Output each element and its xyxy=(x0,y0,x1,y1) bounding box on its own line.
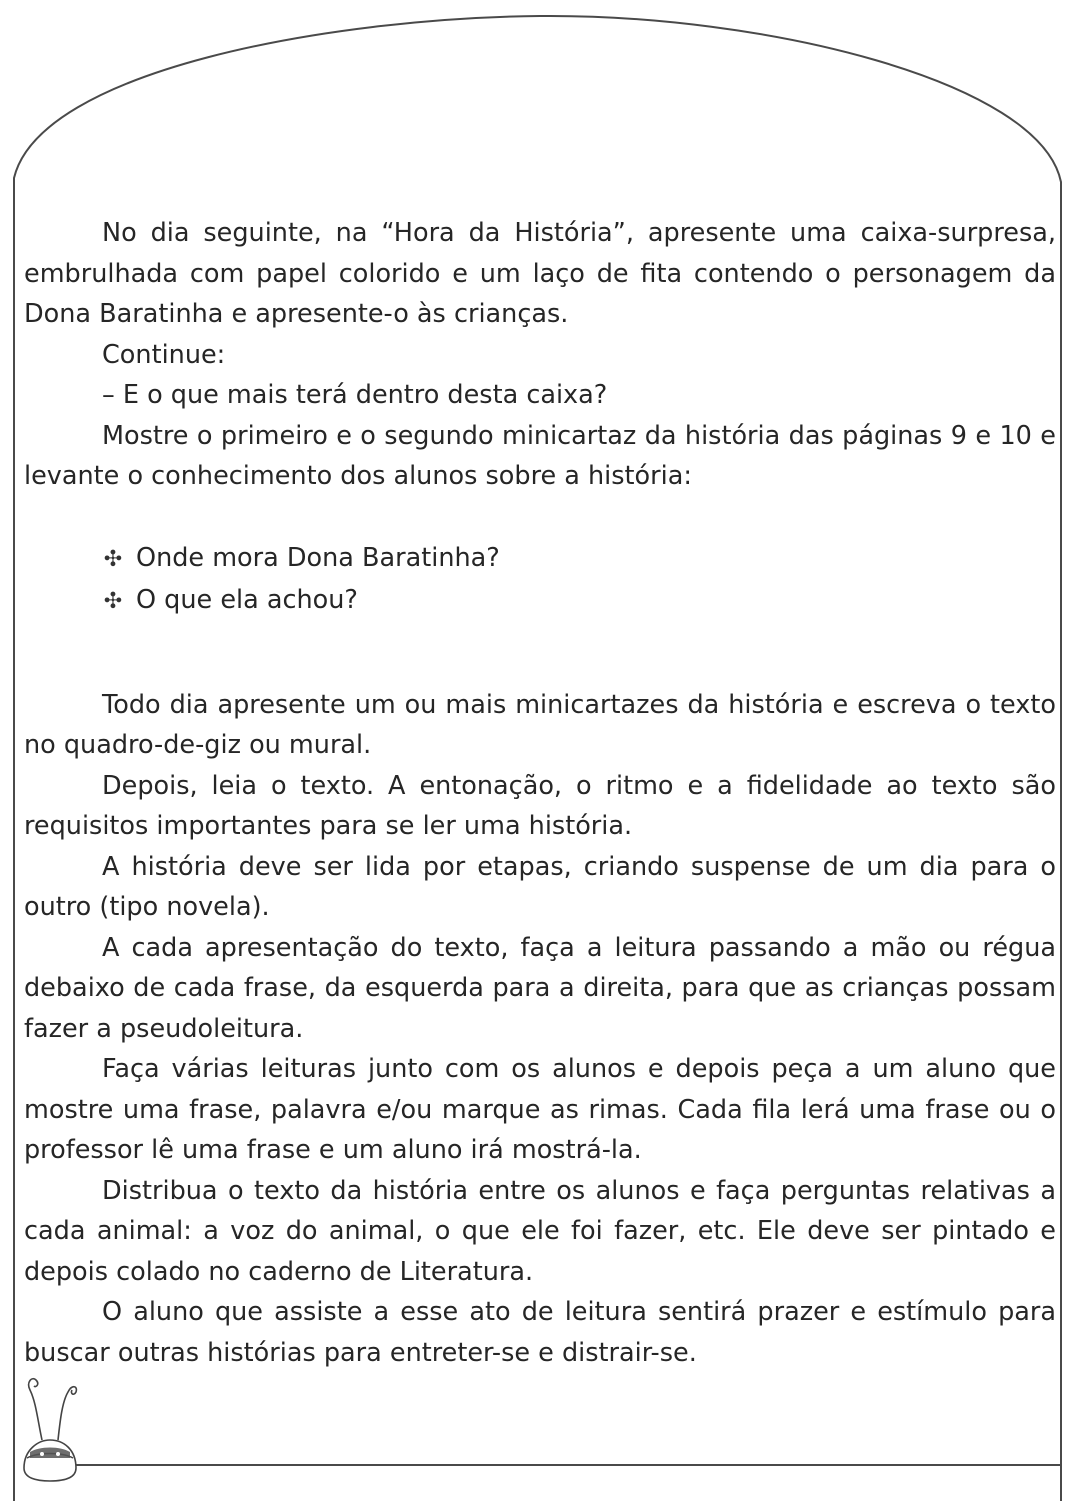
paragraph-daily: Todo dia apresente um ou mais minicartazes da história e escreva o texto no quadro-de-giz ou mural. xyxy=(24,689,1056,760)
paragraph-several-readings: Faça várias leituras junto com os alunos e depois peça a um aluno que mostre uma frase, palavra e/ou marque as rimas. Cada fila lerá uma frase ou o professor lê uma frase e um aluno irá mostrá-la. xyxy=(24,1054,1056,1165)
cockroach-icon xyxy=(18,1372,82,1482)
paragraph-show-posters: Mostre o primeiro e o segundo minicartaz da história das páginas 9 e 10 e levante o conhecimento dos alunos sobre a história: xyxy=(24,420,1056,491)
paragraph-stages: A história deve ser lida por etapas, criando suspense de um dia para o outro (tipo novela). xyxy=(24,851,1056,922)
page-content xyxy=(24,213,1056,1373)
four-petal-flower-icon: ✣ xyxy=(103,546,123,572)
paragraph-intro: No dia seguinte, na “Hora da História”, apresente uma caixa-surpresa, embrulhada com papel colorido e um laço de fita contendo o personagem da Dona Baratinha e apresente-o às crianças. xyxy=(24,218,1056,329)
paragraph-distribute: Distribua o texto da história entre os alunos e faça perguntas relativas a cada animal: a voz do animal, o que ele foi fazer, etc. Ele deve ser pintado e depois colado no caderno de Literatura. xyxy=(24,1175,1056,1287)
question-text: Onde mora Dona Baratinha? xyxy=(136,542,500,573)
question-item xyxy=(24,538,1056,581)
question-text: O que ela achou? xyxy=(136,585,358,615)
question-item xyxy=(24,580,1056,623)
paragraph-continue: Continue: xyxy=(102,339,226,370)
four-petal-flower-icon: ✣ xyxy=(103,589,123,614)
paragraph-question: – E o que mais terá dentro desta caixa? xyxy=(102,380,608,410)
paragraph-read: Depois, leia o texto. A entonação, o ritmo e a fidelidade ao texto são requisitos importantes para se ler uma história. xyxy=(24,770,1056,841)
paragraph-pleasure: O aluno que assiste a esse ato de leitura sentirá prazer e estímulo para buscar outras histórias para entreter-se e distrair-se. xyxy=(24,1297,1056,1368)
question-list xyxy=(24,538,1056,623)
paragraph-pseudoreading: A cada apresentação do texto, faça a leitura passando a mão ou régua debaixo de cada frase, da esquerda para a direita, para que as crianças possam fazer a pseudoleitura. xyxy=(24,932,1056,1044)
